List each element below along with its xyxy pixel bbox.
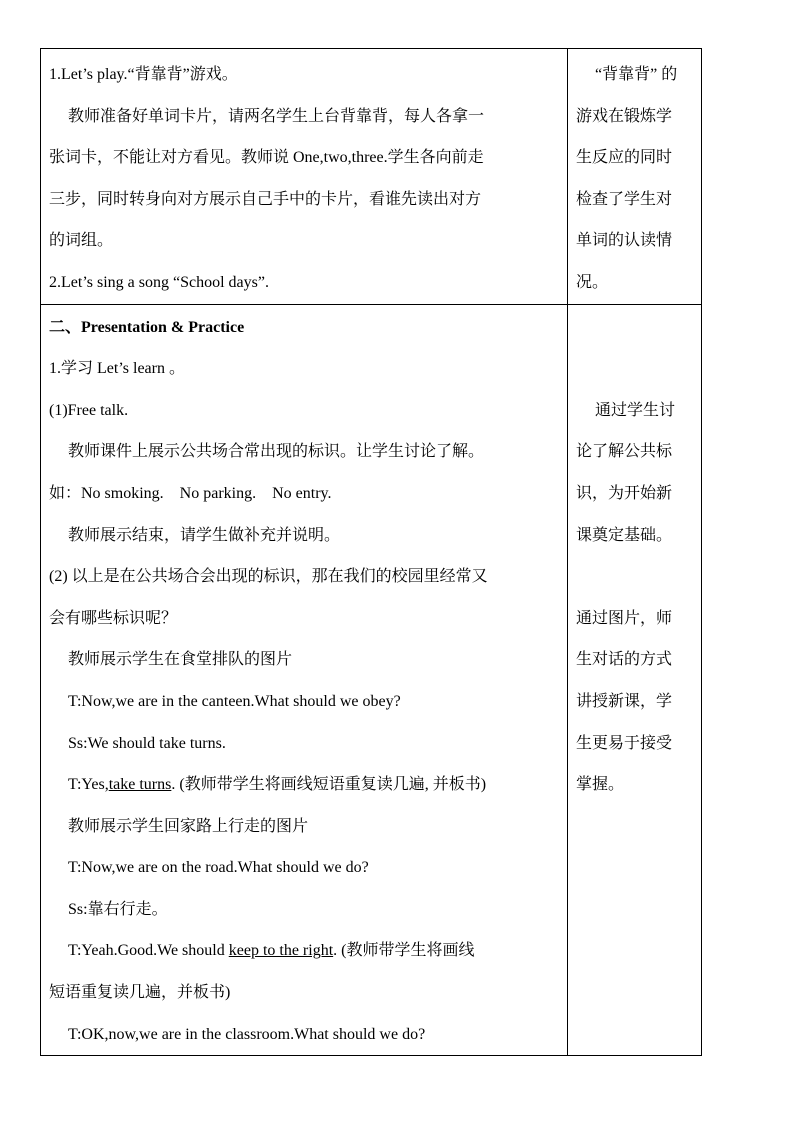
purpose-line: 课奠定基础。 xyxy=(576,526,673,544)
dialogue-text: T:Yes, xyxy=(68,776,109,794)
purpose-line: 生更易于接受 xyxy=(576,734,673,752)
paragraph: 张词卡，不能让对方看见。教师说 One,two,three.学生各向前走 xyxy=(49,149,484,167)
activity-cell xyxy=(41,304,568,1056)
lesson-plan-table xyxy=(40,48,702,1056)
purpose-line: 生反应的同时 xyxy=(576,149,673,167)
dialogue-line: T:OK,now,we are in the classroom.What should we do? xyxy=(68,1025,426,1043)
paragraph: 会有哪些标识呢？ xyxy=(49,609,178,627)
section-heading: 二、Presentation & Practice xyxy=(49,318,245,336)
dialogue-text: . (教师带学生将画线短语重复读几遍, 并板书) xyxy=(171,776,487,794)
paragraph: 三步，同时转身向对方展示自己手中的卡片，看谁先读出对方 xyxy=(49,190,482,208)
paragraph: (2) 以上是在公共场合会出现的标识，那在我们的校园里经常又 xyxy=(49,568,488,586)
purpose-line: 检查了学生对 xyxy=(576,190,673,208)
purpose-line: 掌握。 xyxy=(576,776,625,794)
paragraph: 教师课件上展示公共场合常出现的标识。让学生讨论了解。 xyxy=(68,443,485,461)
paragraph: 教师展示学生回家路上行走的图片 xyxy=(68,817,309,835)
purpose-line: 通过学生讨 xyxy=(595,401,676,419)
dialogue-line xyxy=(41,930,567,972)
purpose-cell xyxy=(568,49,702,305)
dialogue-line: T:Now,we are in the canteen.What should we obey? xyxy=(68,692,401,710)
dialogue-line: Ss:靠右行走。 xyxy=(68,900,168,918)
purpose-line: 单词的认读情 xyxy=(576,232,673,250)
purpose-line: 讲授新课，学 xyxy=(576,692,673,710)
dialogue-line: Ss:We should take turns. xyxy=(68,734,226,752)
purpose-line: 论了解公共标 xyxy=(576,443,673,461)
purpose-line: 游戏在锻炼学 xyxy=(576,107,673,125)
underlined-phrase: keep to the right xyxy=(228,942,334,960)
paragraph: 1.Let’s play.“背靠背”游戏。 xyxy=(49,66,238,83)
dialogue-text: . (教师带学生将画线 xyxy=(333,942,475,960)
paragraph: 1.学习 Let’s learn 。 xyxy=(49,360,185,378)
dialogue-line xyxy=(41,764,567,806)
dialogue-line: 短语重复读几遍，并板书) xyxy=(49,984,231,1002)
purpose-cell xyxy=(568,304,702,1056)
paragraph: 教师准备好单词卡片，请两名学生上台背靠背，每人各拿一 xyxy=(68,107,485,125)
underlined-phrase: take turns xyxy=(108,776,172,794)
table-row xyxy=(41,49,702,305)
purpose-line: 况。 xyxy=(576,273,609,291)
paragraph: 教师展示结束，请学生做补充并说明。 xyxy=(68,526,341,544)
table-row xyxy=(41,304,702,1056)
purpose-line: 通过图片，师 xyxy=(576,609,673,627)
purpose-line: 生对话的方式 xyxy=(576,651,673,669)
dialogue-line: T:Now,we are on the road.What should we do? xyxy=(68,859,369,877)
purpose-line: “背靠背” 的 xyxy=(595,66,678,83)
dialogue-text: T:Yeah.Good.We should xyxy=(68,942,229,960)
paragraph: (1)Free talk. xyxy=(49,401,129,419)
paragraph: 如：No smoking. No parking. No entry. xyxy=(49,484,332,502)
paragraph: 的词组。 xyxy=(49,232,114,250)
paragraph: 2.Let’s sing a song “School days”. xyxy=(49,273,269,291)
purpose-line: 识，为开始新 xyxy=(576,484,673,502)
paragraph: 教师展示学生在食堂排队的图片 xyxy=(68,651,293,669)
activity-cell xyxy=(41,49,568,305)
